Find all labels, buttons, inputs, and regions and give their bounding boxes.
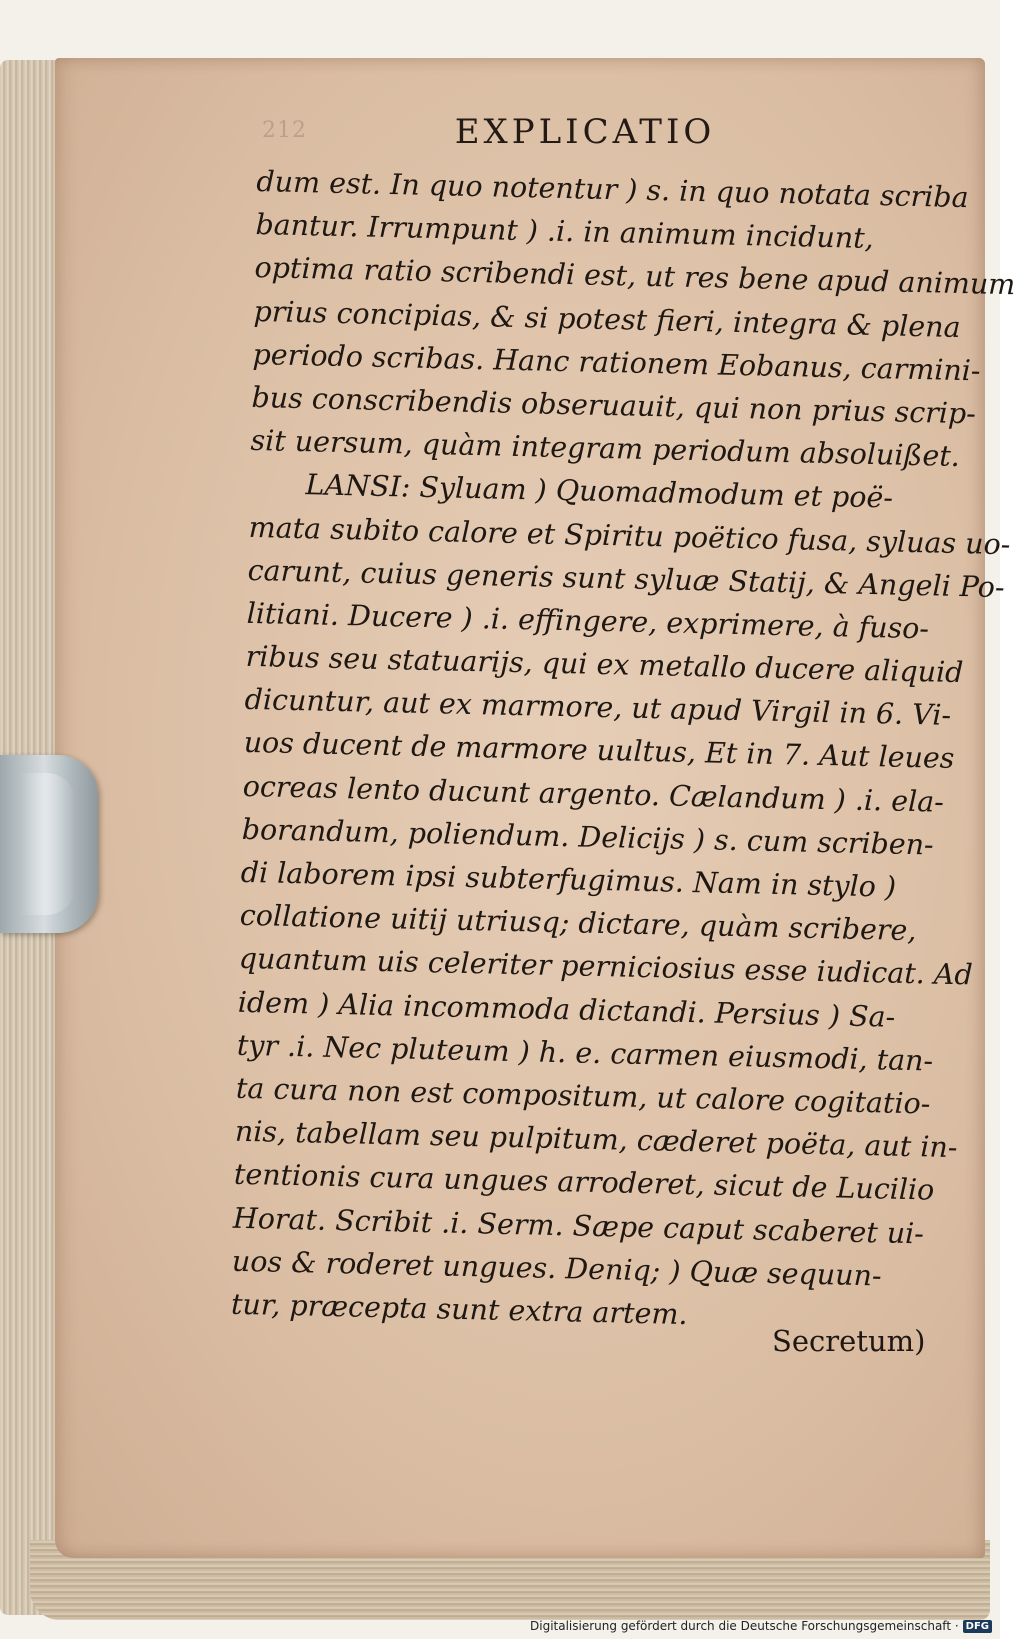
text-line: dum est. In quo notentur ) s. in quo notata scriba bbox=[256, 164, 969, 215]
text-line: carunt, cuius generis sunt syluæ Statij, & Angeli Po- bbox=[247, 553, 1005, 604]
text-line: uos & roderet ungues. Deniq; ) Quæ sequun- bbox=[231, 1244, 882, 1293]
text-line: sit uersum, quàm integram periodum absoluißet. bbox=[250, 424, 961, 474]
text-line: prius concipias, & si potest fieri, integra & plena bbox=[253, 294, 961, 344]
text-line: ta cura non est compositum, ut calore cogitatio- bbox=[235, 1071, 931, 1121]
text-line: tyr .i. Nec pluteum ) h. e. carmen eiusmodi, tan- bbox=[236, 1028, 934, 1078]
text-line: nis, tabellam seu pulpitum, cæderet poëta, aut in- bbox=[234, 1114, 958, 1165]
catchword: Secretum) bbox=[772, 1324, 926, 1358]
text-line: dicuntur, aut ex marmore, ut apud Virgil in 6. Vi- bbox=[244, 683, 952, 733]
text-line: quantum uis celeriter perniciosius esse iudicat. Ad bbox=[238, 942, 974, 992]
text-line: periodo scribas. Hanc rationem Eobanus, carmini- bbox=[252, 337, 981, 388]
footer-text: Digitalisierung gefördert durch die Deutsche Forschungsgemeinschaft · bbox=[530, 1619, 959, 1633]
text-line: optima ratio scribendi est, ut res bene apud animum bbox=[254, 251, 1016, 302]
text-line: ocreas lento ducunt argento. Cælandum ) .i. ela- bbox=[242, 769, 945, 819]
text-line: Horat. Scribit .i. Serm. Sæpe caput scaberet ui- bbox=[232, 1201, 925, 1250]
text-line: LANSI: Syluam ) Quomadmodum et poë- bbox=[305, 468, 894, 515]
text-line: mata subito calore et Spiritu poëtico fusa, syluas uo- bbox=[248, 510, 1011, 561]
text-line: collatione uitij utriusq; dictare, quàm scribere, bbox=[239, 898, 917, 948]
text-line: di laborem ipsi subterfugimus. Nam in stylo ) bbox=[240, 855, 897, 904]
text-line: bantur. Irrumpunt ) .i. in animum incidunt, bbox=[255, 208, 875, 256]
text-line: tur, præcepta sunt extra artem. bbox=[230, 1287, 688, 1331]
text-line: bus conscribendis obseruauit, qui non prius scrip- bbox=[251, 380, 977, 431]
text-line: ribus seu statuarijs, qui ex metallo ducere aliquid bbox=[245, 639, 964, 690]
funding-footer bbox=[530, 1619, 992, 1633]
book-clamp bbox=[0, 755, 98, 933]
text-line: uos ducent de marmore uultus, Et in 7. Aut leues bbox=[243, 726, 955, 776]
running-head: EXPLICATIO bbox=[454, 112, 716, 152]
text-line: borandum, poliendum. Delicijs ) s. cum scriben- bbox=[241, 812, 935, 862]
dfg-logo: DFG bbox=[963, 1620, 992, 1633]
text-line: idem ) Alia incommoda dictandi. Persius ) Sa- bbox=[237, 985, 896, 1034]
text-line: litiani. Ducere ) .i. effingere, exprimere, à fuso- bbox=[246, 596, 930, 646]
text-line: tentionis cura ungues arroderet, sicut de Lucilio bbox=[233, 1158, 935, 1207]
page-number: 212 bbox=[262, 118, 307, 143]
